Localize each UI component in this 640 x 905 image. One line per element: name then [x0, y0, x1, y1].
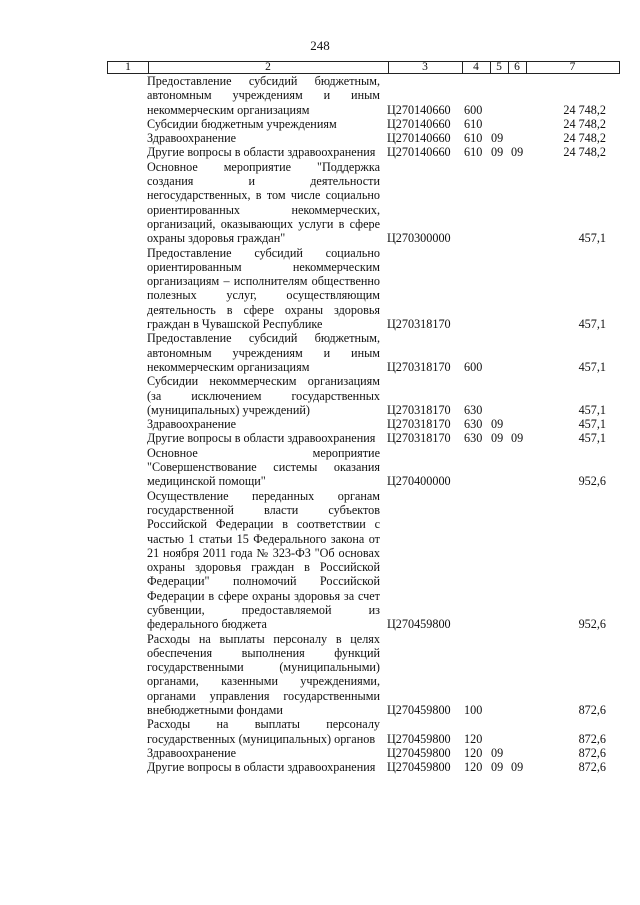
row-amount: 457,1 [578, 359, 606, 374]
row-amount: 872,6 [578, 703, 606, 718]
table-row [107, 131, 620, 145]
row-expense-type: 600 [464, 102, 483, 117]
row-name: Расходы на выплаты персоналу в целях обеспечения выполнения функций государственными (муниципальными) органами, казенными учреждениями, органами управления государственными внебюджетными фондами [147, 631, 380, 718]
row-amount: 457,1 [578, 431, 606, 446]
row-code: Ц270318170 [387, 431, 451, 446]
table-row [107, 417, 620, 431]
row-section: 09 [491, 417, 504, 432]
row-amount: 24 748,2 [563, 116, 606, 131]
table-row [107, 374, 620, 417]
row-code: Ц270140660 [387, 131, 451, 146]
row-amount: 24 748,2 [563, 131, 606, 146]
row-amount: 457,1 [578, 317, 606, 332]
header-col-4: 4 [473, 61, 479, 73]
row-code: Ц270300000 [387, 231, 451, 246]
header-col-5: 5 [496, 61, 502, 73]
row-code: Ц270459800 [387, 760, 451, 775]
row-name: Предоставление субсидий социально ориентированным некоммерческим организациям – исполнителям общественно полезных услуг, осуществляющим деятельность в сфере охраны здоровья граждан в Чувашской Республике [147, 245, 380, 332]
row-code: Ц270318170 [387, 402, 451, 417]
row-name: Другие вопросы в области здравоохранения [147, 145, 376, 160]
row-name: Осуществление переданных органам государственной власти субъектов Российской Федерации в соответствии с частью 1 статьи 15 Федерального закона от 21 ноября 2011 года № 323-ФЗ "Об основах охраны здоровья граждан в Российской Федерации" полномочий Российской Федерации в сфере охраны здоровья за счет субвенции, предоставляемой из федерального бюджета [147, 488, 380, 632]
row-amount: 457,1 [578, 231, 606, 246]
row-amount: 872,6 [578, 731, 606, 746]
row-amount: 952,6 [578, 474, 606, 489]
page-number: 248 [310, 38, 330, 53]
table-row [107, 717, 620, 746]
row-section: 09 [491, 760, 504, 775]
row-code: Ц270140660 [387, 145, 451, 160]
row-name: Расходы на выплаты персоналу государственных (муниципальных) органов [147, 717, 380, 746]
row-amount: 457,1 [578, 402, 606, 417]
row-code: Ц270140660 [387, 116, 451, 131]
row-expense-type: 120 [464, 731, 483, 746]
row-code: Ц270459800 [387, 703, 451, 718]
row-expense-type: 610 [464, 116, 483, 131]
row-name: Основное мероприятие "Совершенствование системы оказания медицинской помощи" [147, 445, 380, 489]
table-body [107, 74, 620, 775]
budget-table [107, 61, 620, 775]
row-subsection: 09 [511, 145, 524, 160]
row-name: Другие вопросы в области здравоохранения [147, 760, 376, 775]
row-amount: 872,6 [578, 745, 606, 760]
row-name: Другие вопросы в области здравоохранения [147, 431, 376, 446]
row-subsection: 09 [511, 760, 524, 775]
table-row [107, 246, 620, 332]
row-section: 09 [491, 431, 504, 446]
row-code: Ц270459800 [387, 745, 451, 760]
row-section: 09 [491, 145, 504, 160]
row-amount: 952,6 [578, 617, 606, 632]
row-expense-type: 600 [464, 359, 483, 374]
table-row [107, 746, 620, 760]
table-row [107, 446, 620, 489]
table-row [107, 331, 620, 374]
row-name: Основное мероприятие "Поддержка создания и деятельности негосударственных, в том числе социально ориентированных некоммерческих, организаций, оказывающих услуги в сфере охраны здоровья граждан" [147, 159, 380, 246]
row-code: Ц270459800 [387, 617, 451, 632]
row-name: Предоставление субсидий бюджетным, автономным учреждениям и иным некоммерческим организациям [147, 331, 380, 374]
row-amount: 872,6 [578, 760, 606, 775]
row-expense-type: 610 [464, 145, 483, 160]
row-name: Субсидии бюджетным учреждениям [147, 116, 337, 131]
row-name: Здравоохранение [147, 417, 237, 432]
row-subsection: 09 [511, 431, 524, 446]
table-row [107, 489, 620, 632]
table-row [107, 760, 620, 774]
table-row [107, 160, 620, 246]
row-name: Здравоохранение [147, 131, 237, 146]
row-expense-type: 630 [464, 431, 483, 446]
row-code: Ц270140660 [387, 102, 451, 117]
table-row [107, 632, 620, 718]
row-amount: 457,1 [578, 417, 606, 432]
row-code: Ц270318170 [387, 359, 451, 374]
row-expense-type: 610 [464, 131, 483, 146]
row-code: Ц270318170 [387, 317, 451, 332]
row-section: 09 [491, 745, 504, 760]
row-name: Здравоохранение [147, 745, 237, 760]
header-col-7: 7 [569, 61, 576, 73]
row-name: Субсидии некоммерческим организациям (за исключением государственных (муниципальных) учреждений) [147, 374, 380, 417]
header-col-1: 1 [125, 61, 131, 73]
row-amount: 24 748,2 [563, 145, 606, 160]
row-expense-type: 630 [464, 402, 483, 417]
table-row [107, 74, 620, 117]
row-code: Ц270318170 [387, 417, 451, 432]
table-header-row [107, 61, 620, 74]
row-code: Ц270459800 [387, 731, 451, 746]
header-col-2: 2 [265, 61, 271, 73]
row-amount: 24 748,2 [563, 102, 606, 117]
row-expense-type: 120 [464, 745, 483, 760]
table-row [107, 431, 620, 445]
row-code: Ц270400000 [387, 474, 451, 489]
row-expense-type: 100 [464, 703, 483, 718]
table-row [107, 117, 620, 131]
header-col-6: 6 [514, 61, 520, 73]
header-col-3: 3 [422, 61, 428, 73]
table-row [107, 145, 620, 159]
row-expense-type: 630 [464, 417, 483, 432]
row-name: Предоставление субсидий бюджетным, автономным учреждениям и иным некоммерческим организациям [147, 74, 380, 117]
row-section: 09 [491, 131, 504, 146]
row-expense-type: 120 [464, 760, 483, 775]
